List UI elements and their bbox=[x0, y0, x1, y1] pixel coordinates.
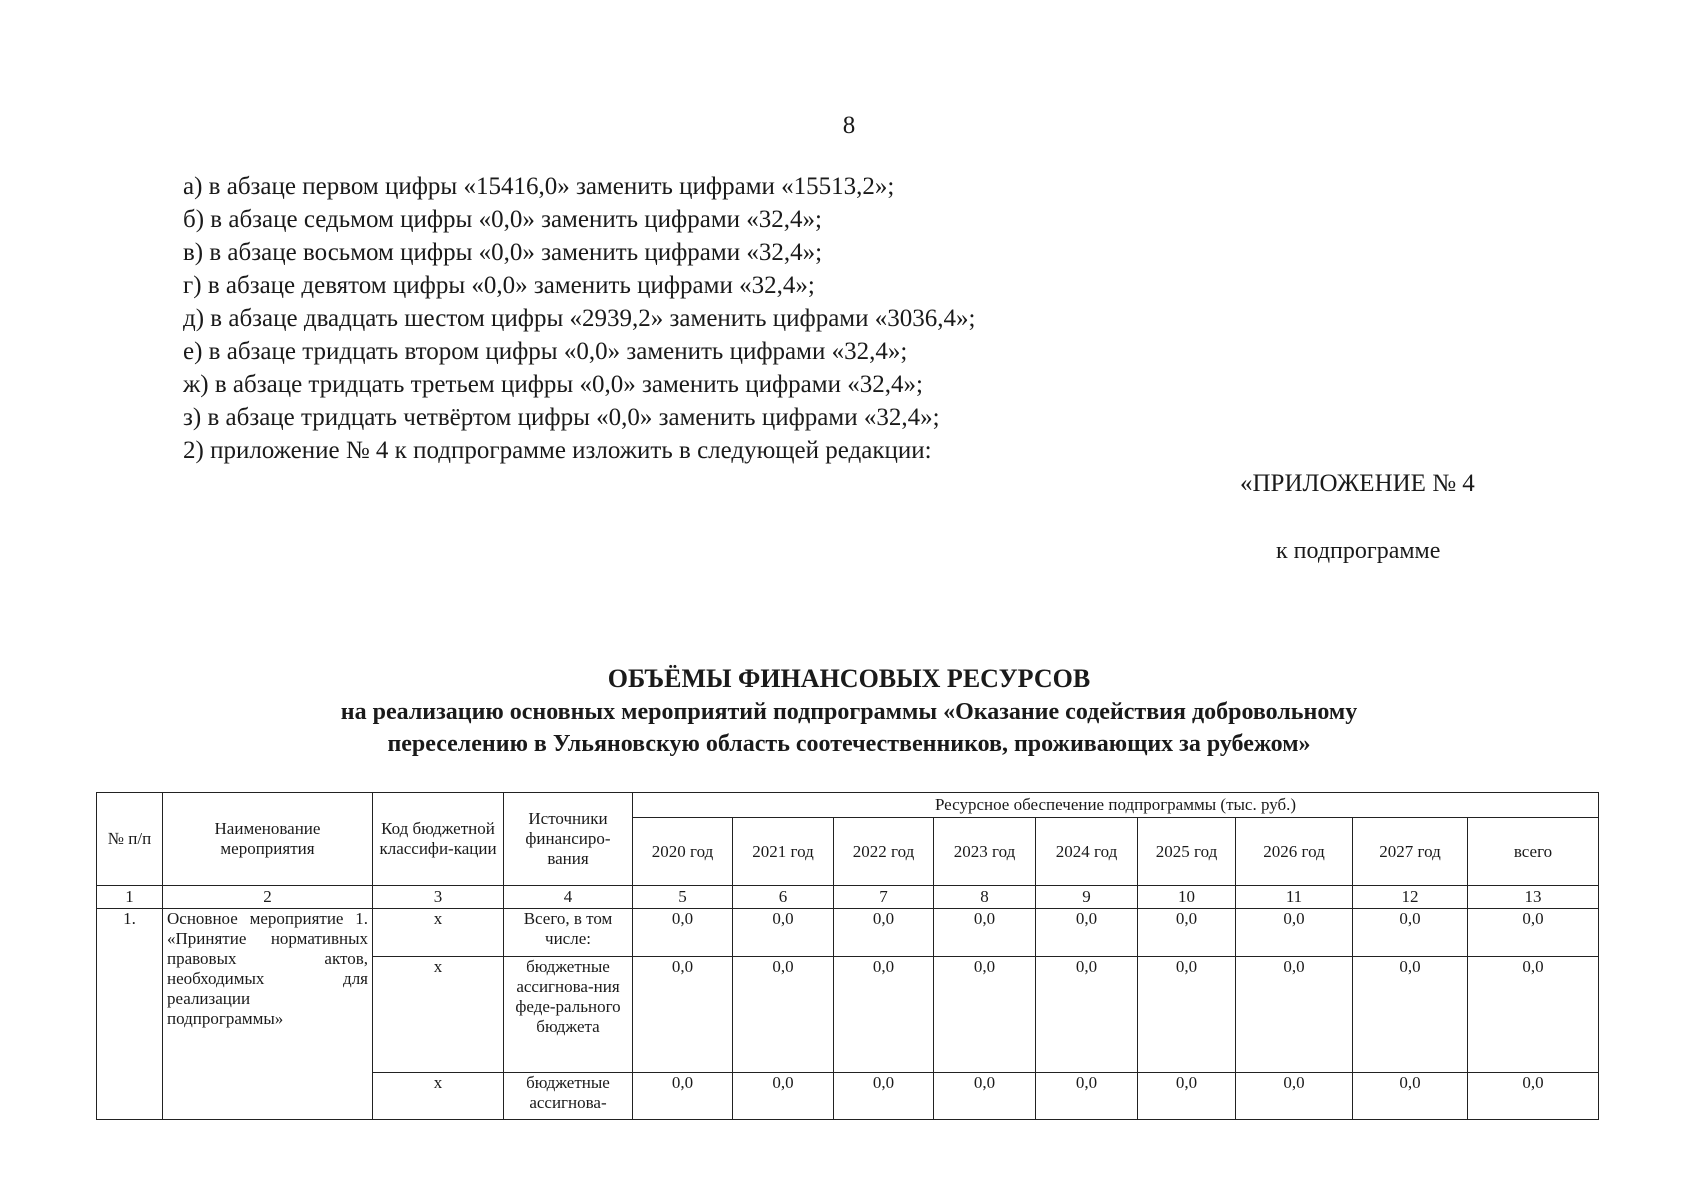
total-cell: 0,0 bbox=[1468, 909, 1599, 957]
value-cell: 0,0 bbox=[1138, 909, 1236, 957]
total-cell: 0,0 bbox=[1468, 957, 1599, 1073]
amendment-item: е) в абзаце тридцать втором цифры «0,0» заменить цифрами «32,4»; bbox=[183, 338, 908, 365]
column-number: 10 bbox=[1138, 886, 1236, 909]
page-number: 8 bbox=[842, 112, 856, 139]
table-row bbox=[97, 909, 1599, 957]
column-number: 11 bbox=[1236, 886, 1353, 909]
amendment-item: з) в абзаце тридцать четвёртом цифры «0,0» заменить цифрами «32,4»; bbox=[183, 404, 940, 431]
value-cell: 0,0 bbox=[1353, 957, 1468, 1073]
value-cell: 0,0 bbox=[1036, 1073, 1138, 1120]
document-subtitle-line-2: переселению в Ульяновскую область соотечественников, проживающих за рубежом» bbox=[387, 731, 1311, 757]
header-num: № п/п bbox=[97, 793, 163, 886]
value-cell: 0,0 bbox=[834, 957, 934, 1073]
header-total: всего bbox=[1468, 818, 1599, 886]
value-cell: 0,0 bbox=[934, 1073, 1036, 1120]
budget-code-cell: х bbox=[373, 1073, 504, 1120]
document-subtitle-line-1: на реализацию основных мероприятий подпрограммы «Оказание содействия добровольному bbox=[340, 699, 1358, 725]
amendment-item: г) в абзаце девятом цифры «0,0» заменить цифрами «32,4»; bbox=[183, 272, 815, 299]
column-number: 7 bbox=[834, 886, 934, 909]
header-year: 2027 год bbox=[1353, 818, 1468, 886]
funding-source-cell: бюджетные ассигнова- bbox=[504, 1073, 633, 1120]
activity-number: 1. bbox=[97, 909, 163, 1120]
value-cell: 0,0 bbox=[834, 1073, 934, 1120]
column-number: 2 bbox=[163, 886, 373, 909]
header-year: 2021 год bbox=[733, 818, 834, 886]
header-year: 2020 год bbox=[633, 818, 733, 886]
value-cell: 0,0 bbox=[834, 909, 934, 957]
column-number: 6 bbox=[733, 886, 834, 909]
value-cell: 0,0 bbox=[1353, 1073, 1468, 1120]
value-cell: 0,0 bbox=[633, 1073, 733, 1120]
value-cell: 0,0 bbox=[633, 909, 733, 957]
amendment-item: д) в абзаце двадцать шестом цифры «2939,2» заменить цифрами «3036,4»; bbox=[183, 305, 976, 332]
header-year: 2022 год bbox=[834, 818, 934, 886]
value-cell: 0,0 bbox=[733, 957, 834, 1073]
value-cell: 0,0 bbox=[1236, 909, 1353, 957]
header-year: 2026 год bbox=[1236, 818, 1353, 886]
value-cell: 0,0 bbox=[733, 909, 834, 957]
funding-source-cell: Всего, в том числе: bbox=[504, 909, 633, 957]
header-year: 2025 год bbox=[1138, 818, 1236, 886]
value-cell: 0,0 bbox=[934, 909, 1036, 957]
amendments-list bbox=[183, 170, 975, 467]
value-cell: 0,0 bbox=[733, 1073, 834, 1120]
document-title: ОБЪЁМЫ ФИНАНСОВЫХ РЕСУРСОВ bbox=[607, 664, 1091, 693]
amendment-item: ж) в абзаце тридцать третьем цифры «0,0» заменить цифрами «32,4»; bbox=[183, 371, 923, 398]
column-number: 12 bbox=[1353, 886, 1468, 909]
appendix-title: «ПРИЛОЖЕНИЕ № 4 bbox=[1240, 470, 1475, 497]
value-cell: 0,0 bbox=[1036, 909, 1138, 957]
column-number: 1 bbox=[97, 886, 163, 909]
column-number: 8 bbox=[934, 886, 1036, 909]
value-cell: 0,0 bbox=[1036, 957, 1138, 1073]
funding-source-cell: бюджетные ассигнова-ния феде-рального бюджета bbox=[504, 957, 633, 1073]
value-cell: 0,0 bbox=[1236, 957, 1353, 1073]
appendix-subtitle: к подпрограмме bbox=[1276, 538, 1441, 564]
header-year: 2024 год bbox=[1036, 818, 1138, 886]
activity-name: Основное мероприятие 1. «Принятие нормативных правовых актов, необходимых для реализации подпрограммы» bbox=[163, 909, 373, 1120]
value-cell: 0,0 bbox=[934, 957, 1036, 1073]
header-source: Источники финансиро-вания bbox=[504, 793, 633, 886]
value-cell: 0,0 bbox=[1236, 1073, 1353, 1120]
header-year: 2023 год bbox=[934, 818, 1036, 886]
budget-code-cell: х bbox=[373, 909, 504, 957]
header-code: Код бюджетной классифи-кации bbox=[373, 793, 504, 886]
column-number: 4 bbox=[504, 886, 633, 909]
value-cell: 0,0 bbox=[633, 957, 733, 1073]
header-resources: Ресурсное обеспечение подпрограммы (тыс. руб.) bbox=[633, 793, 1599, 818]
total-cell: 0,0 bbox=[1468, 1073, 1599, 1120]
value-cell: 0,0 bbox=[1138, 1073, 1236, 1120]
budget-code-cell: х bbox=[373, 957, 504, 1073]
amendment-item: в) в абзаце восьмом цифры «0,0» заменить цифрами «32,4»; bbox=[183, 239, 823, 266]
column-number: 9 bbox=[1036, 886, 1138, 909]
column-number: 13 bbox=[1468, 886, 1599, 909]
column-number: 5 bbox=[633, 886, 733, 909]
amendment-item: 2) приложение № 4 к подпрограмме изложить в следующей редакции: bbox=[183, 437, 932, 464]
column-number-row bbox=[97, 886, 1599, 909]
value-cell: 0,0 bbox=[1138, 957, 1236, 1073]
amendment-item: а) в абзаце первом цифры «15416,0» заменить цифрами «15513,2»; bbox=[183, 173, 895, 200]
amendment-item: б) в абзаце седьмом цифры «0,0» заменить цифрами «32,4»; bbox=[183, 206, 822, 233]
header-name: Наименование мероприятия bbox=[163, 793, 373, 886]
resources-table bbox=[96, 792, 1599, 1120]
column-number: 3 bbox=[373, 886, 504, 909]
value-cell: 0,0 bbox=[1353, 909, 1468, 957]
